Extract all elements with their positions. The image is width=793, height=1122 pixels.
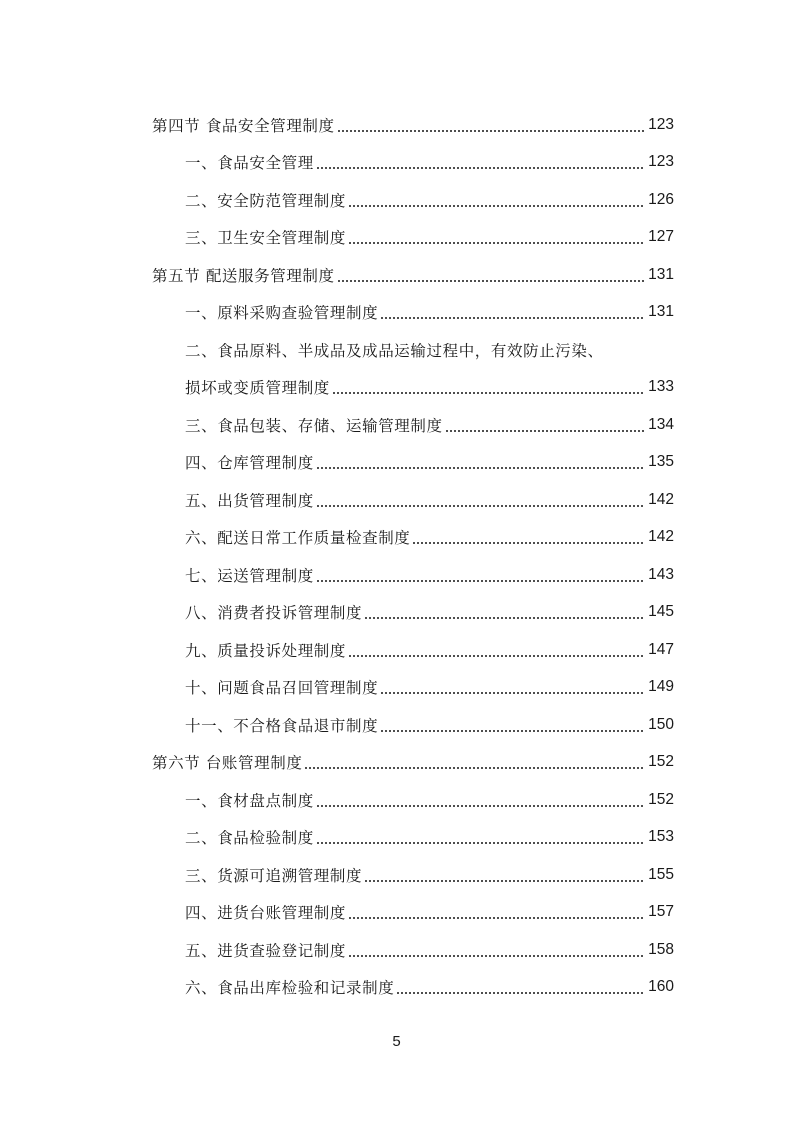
toc-entry-page: 135 bbox=[648, 453, 674, 471]
toc-entry-section-6[interactable] bbox=[152, 744, 674, 782]
toc-entry[interactable] bbox=[152, 144, 674, 182]
toc-dot-leader bbox=[348, 955, 644, 957]
toc-dot-leader bbox=[380, 730, 644, 732]
toc-entry-wrapped-continuation[interactable] bbox=[152, 369, 674, 407]
toc-entry-page: 153 bbox=[648, 828, 674, 846]
toc-dot-leader bbox=[348, 242, 644, 244]
toc-entry[interactable] bbox=[152, 894, 674, 932]
toc-entry[interactable] bbox=[152, 519, 674, 557]
toc-entry-title: 六、配送日常工作质量检查制度 bbox=[185, 526, 412, 548]
toc-dot-leader bbox=[337, 130, 644, 132]
toc-entry-section-4[interactable] bbox=[152, 106, 674, 144]
toc-dot-leader bbox=[316, 805, 644, 807]
toc-entry-page: 142 bbox=[648, 490, 674, 508]
toc-entry[interactable] bbox=[152, 294, 674, 332]
toc-dot-leader bbox=[364, 880, 644, 882]
toc-entry-page: 134 bbox=[648, 415, 674, 433]
toc-entry-page: 149 bbox=[648, 678, 674, 696]
toc-entry-title: 五、出货管理制度 bbox=[185, 489, 316, 511]
toc-entry-title: 二、食品检验制度 bbox=[185, 826, 316, 848]
toc-entry[interactable] bbox=[152, 556, 674, 594]
toc-dot-leader bbox=[396, 992, 644, 994]
toc-entry-title: 第五节 配送服务管理制度 bbox=[152, 264, 337, 286]
toc-dot-leader bbox=[412, 542, 644, 544]
toc-entry-title: 三、货源可追溯管理制度 bbox=[185, 864, 364, 886]
toc-dot-leader bbox=[316, 505, 644, 507]
toc-entry-title: 二、食品原料、半成品及成品运输过程中，有效防止污染、 bbox=[185, 339, 606, 361]
toc-dot-leader bbox=[332, 392, 644, 394]
toc-dot-leader bbox=[316, 467, 644, 469]
toc-entry-page: 131 bbox=[648, 265, 674, 283]
toc-dot-leader bbox=[316, 842, 644, 844]
toc-entry-page: 150 bbox=[648, 715, 674, 733]
toc-entry-page: 123 bbox=[648, 153, 674, 171]
toc-entry-title: 七、运送管理制度 bbox=[185, 564, 316, 586]
toc-dot-leader bbox=[364, 617, 644, 619]
toc-entry-page: 133 bbox=[648, 378, 674, 396]
toc-entry-page: 155 bbox=[648, 865, 674, 883]
toc-entry[interactable] bbox=[152, 856, 674, 894]
toc-entry-page: 145 bbox=[648, 603, 674, 621]
toc-entry-title: 六、食品出库检验和记录制度 bbox=[185, 976, 396, 998]
toc-entry-page: 123 bbox=[648, 115, 674, 133]
toc-dot-leader bbox=[380, 317, 644, 319]
toc-entry-title: 三、卫生安全管理制度 bbox=[185, 226, 348, 248]
toc-entry-title: 十一、不合格食品退市制度 bbox=[185, 714, 380, 736]
toc-entry-page: 143 bbox=[648, 565, 674, 583]
toc-entry[interactable] bbox=[152, 219, 674, 257]
toc-dot-leader bbox=[316, 580, 644, 582]
toc-dot-leader bbox=[348, 205, 644, 207]
toc-dot-leader bbox=[337, 280, 644, 282]
table-of-contents bbox=[152, 106, 674, 1006]
toc-entry[interactable] bbox=[152, 181, 674, 219]
toc-dot-leader bbox=[380, 692, 644, 694]
toc-entry-title: 第四节 食品安全管理制度 bbox=[152, 114, 337, 136]
toc-entry-page: 157 bbox=[648, 903, 674, 921]
toc-entry-page: 160 bbox=[648, 978, 674, 996]
toc-entry[interactable] bbox=[152, 444, 674, 482]
page-number: 5 bbox=[392, 1033, 401, 1050]
toc-entry-title: 损坏或变质管理制度 bbox=[185, 376, 332, 398]
toc-entry[interactable] bbox=[152, 669, 674, 707]
toc-entry-title: 四、进货台账管理制度 bbox=[185, 901, 348, 923]
toc-entry-page: 158 bbox=[648, 940, 674, 958]
toc-entry-page: 147 bbox=[648, 640, 674, 658]
toc-entry-page: 152 bbox=[648, 790, 674, 808]
toc-entry-title: 二、安全防范管理制度 bbox=[185, 189, 348, 211]
toc-entry-wrapped-first-line[interactable] bbox=[152, 331, 674, 369]
toc-entry-title: 八、消费者投诉管理制度 bbox=[185, 601, 364, 623]
toc-entry-page: 126 bbox=[648, 190, 674, 208]
toc-entry-title: 三、食品包装、存储、运输管理制度 bbox=[185, 414, 445, 436]
toc-entry-page: 152 bbox=[648, 753, 674, 771]
toc-entry[interactable] bbox=[152, 706, 674, 744]
toc-dot-leader bbox=[348, 655, 644, 657]
toc-entry-page: 131 bbox=[648, 303, 674, 321]
toc-entry-title: 一、食品安全管理 bbox=[185, 151, 316, 173]
toc-entry[interactable] bbox=[152, 819, 674, 857]
toc-entry-title: 九、质量投诉处理制度 bbox=[185, 639, 348, 661]
toc-entry[interactable] bbox=[152, 969, 674, 1007]
toc-entry[interactable] bbox=[152, 406, 674, 444]
toc-entry[interactable] bbox=[152, 631, 674, 669]
toc-entry-page: 142 bbox=[648, 528, 674, 546]
toc-dot-leader bbox=[445, 430, 644, 432]
toc-entry-section-5[interactable] bbox=[152, 256, 674, 294]
toc-dot-leader bbox=[304, 767, 644, 769]
toc-entry[interactable] bbox=[152, 931, 674, 969]
toc-entry-title: 一、原料采购查验管理制度 bbox=[185, 301, 380, 323]
toc-entry[interactable] bbox=[152, 594, 674, 632]
toc-entry-page: 127 bbox=[648, 228, 674, 246]
toc-entry[interactable] bbox=[152, 781, 674, 819]
toc-dot-leader bbox=[316, 167, 644, 169]
toc-entry-title: 五、进货查验登记制度 bbox=[185, 939, 348, 961]
toc-entry-title: 四、仓库管理制度 bbox=[185, 451, 316, 473]
toc-entry-title: 第六节 台账管理制度 bbox=[152, 751, 304, 773]
toc-dot-leader bbox=[348, 917, 644, 919]
toc-entry-title: 一、食材盘点制度 bbox=[185, 789, 316, 811]
toc-entry[interactable] bbox=[152, 481, 674, 519]
toc-entry-title: 十、问题食品召回管理制度 bbox=[185, 676, 380, 698]
